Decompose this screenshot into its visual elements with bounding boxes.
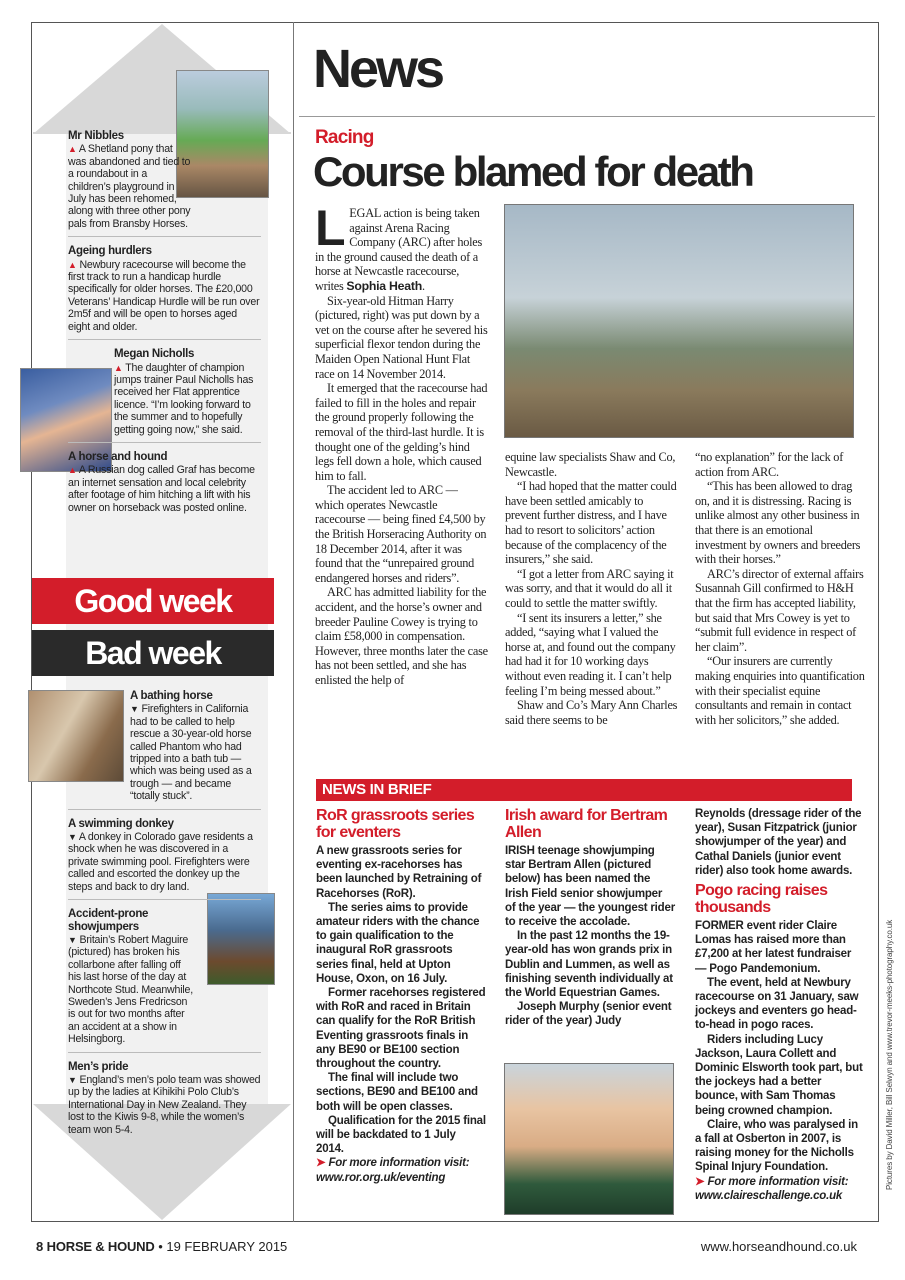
arrow-right-icon: ➤ xyxy=(695,1175,705,1188)
brief-paragraph: A new grassroots series for eventing ex-racehorses has been launched by Retraining of Racehorses (RoR). xyxy=(316,845,482,900)
good-item xyxy=(68,348,261,443)
bad-item-text: Britain’s Robert Maguire (pictured) has broken his collarbone after falling off his last horse of the day at Northcote Stud. Meanwhile, Sweden’s Jens Fredricson is out for two months after an accident at a show in Helsingborg. xyxy=(68,933,193,1046)
article-headline: Course blamed for death xyxy=(313,148,753,195)
bad-item xyxy=(68,1061,261,1142)
column-divider xyxy=(293,22,294,1222)
bad-item xyxy=(68,908,261,1052)
drop-cap: L xyxy=(315,200,346,256)
article-paragraph: ARC’s director of external affairs Susannah Gill confirmed to H&H that the firm has accepted liability, but said that Mrs Cowey is yet to “submit full evidence in respect of her claim”. xyxy=(695,566,864,654)
brief-paragraph: The final will include two sections, BE90 and BE100 and both will be open classes. xyxy=(316,1072,478,1113)
down-triangle-icon: ▼ xyxy=(68,934,77,945)
more-info-link[interactable]: ➤ For more information visit: www.ror.org.uk/eventing xyxy=(316,1157,470,1184)
bad-item-title: Accident-prone showjumpers xyxy=(68,908,149,933)
photo-credit: Pictures by David Miller, Bill Selwyn and www.trevor-meeks-photography.co.uk xyxy=(885,919,894,1190)
issue-date: 19 FEBRUARY 2015 xyxy=(166,1239,288,1254)
down-triangle-icon: ▼ xyxy=(68,832,77,843)
article-paragraph: “Our insurers are currently making enquiries into quantification with their specialist equine consultants and remain in contact with her solicitors,” she added. xyxy=(695,654,865,727)
brief-title: Pogo racing raises thousands xyxy=(695,882,828,917)
article-paragraph: The accident led to ARC — which operates Newcastle racecourse — being fined £4,500 by the British Horseracing Authority on 18 December 2014, after it was found that the “unrepaired ground endangered horses and riders”. xyxy=(315,483,487,585)
photo-bertram-allen xyxy=(504,1063,674,1215)
brief-paragraph: The event, held at Newbury racecourse on 31 January, saw jockeys and eventers go head-to-head in pogo races. xyxy=(695,976,859,1032)
good-item-title: Mr Nibbles xyxy=(68,130,124,142)
good-item-title: Ageing hurdlers xyxy=(68,245,152,258)
brief-paragraph: IRISH teenage showjumping star Bertram Allen (pictured below) has been named the Irish Field senior showjumper of the year — the youngest rider to receive the accolade. xyxy=(505,845,675,929)
brief-title: Irish award for Bertram Allen xyxy=(505,807,668,841)
article-paragraph: “I sent its insurers a letter,” she added, “saying what I valued the horse at, and found out the company had had it for 10 working days without even reading it. I can’t help feeling I’m being messed about.” xyxy=(505,610,676,698)
brief-paragraph: Joseph Murphy (senior event rider of the year) Judy xyxy=(505,1001,672,1028)
magazine-name: HORSE & HOUND xyxy=(46,1239,155,1254)
down-triangle-icon: ▼ xyxy=(68,1074,77,1085)
brief-paragraph: Riders including Lucy Jackson, Laura Collett and Dominic Elsworth took part, but the jockeys had a better bounce, with Sam Thomas being crowned champion. xyxy=(695,1033,863,1117)
bad-week-list xyxy=(68,690,261,1150)
page-footer-left: 8 HORSE & HOUND • 19 FEBRUARY 2015 xyxy=(36,1239,288,1254)
article-paragraph: “no explanation” for the lack of action from ARC. xyxy=(695,450,844,479)
article-paragraph: equine law specialists Shaw and Co, Newcastle. xyxy=(505,450,676,479)
bad-item-title: A bathing horse xyxy=(130,690,213,702)
bad-item xyxy=(68,818,261,900)
bad-item xyxy=(68,690,261,810)
good-item-text: A Shetland pony that was abandoned and tied to a roundabout in a children’s playground in July has been rehomed, along with three other pony pals from Bransby Horses. xyxy=(68,143,191,230)
news-in-brief-bar: NEWS IN BRIEF xyxy=(316,779,852,801)
article-paragraph: Shaw and Co’s Mary Ann Charles said there seems to be xyxy=(505,698,678,727)
article-paragraph: Six-year-old Hitman Harry (pictured, right) was put down by a vet on the course after he severed his superficial flexor tendon during the Maiden Open National Hunt Flat race on 14 November 2014. xyxy=(315,293,488,381)
article-column-3 xyxy=(695,450,865,727)
article-paragraph: ARC has admitted liability for the accident, and the horse’s owner and breeder Pauline Cowey is trying to claim £58,000 in compensation. However, three months later the case has not been settled, and she has enlisted the help of xyxy=(315,585,488,687)
good-item-text: Newbury racecourse will become the first track to run a handicap hurdle specifically for older horses. The £20,000 Veterans’ Handicap Hurdle will be run over 2m5f and will be open to horses aged eight and older. xyxy=(68,258,260,333)
brief-paragraph: Claire, who was paralysed in a fall at Osberton in 2007, is raising money for the Nicholls Spinal Injury Foundation. xyxy=(695,1118,858,1174)
brief-paragraph: FORMER event rider Claire Lomas has raised more than £7,200 at her latest fundraiser — Pogo Pandemonium. xyxy=(695,920,852,975)
good-item xyxy=(68,130,261,237)
article-paragraph: “I had hoped that the matter could have been settled amicably to prevent further distress, and I have had to resort to solicitors’ action because of the complacency of the insurers,” she said. xyxy=(505,479,677,567)
brief-paragraph: Qualification for the 2015 final will be backdated to 1 July 2014. xyxy=(316,1114,486,1156)
up-triangle-icon: ▲ xyxy=(114,362,123,373)
brief-allen xyxy=(505,807,675,1029)
brief-paragraph: Reynolds (dressage rider of the year), Susan Fitzpatrick (junior showjumper of the year) and Cathal Daniels (junior event rider) also took home awards. xyxy=(695,808,862,877)
brief-ror xyxy=(316,807,486,1185)
page-number: 8 xyxy=(36,1239,44,1254)
good-item xyxy=(68,451,261,520)
article-paragraph: “I got a letter from ARC saying it was sorry, and that it would do all it could to settle the matter swiftly. xyxy=(505,566,674,610)
photo-hitman-harry xyxy=(504,204,854,438)
bad-item-text: Firefighters in California had to be called to help rescue a 30-year-old horse called Phantom who had tripped into a bath tub — which was being used as a trough — and became “totally stuck”. xyxy=(130,703,252,803)
article-column-1 xyxy=(315,200,488,688)
good-item-text: A Russian dog called Graf has become an internet sensation and local celebrity after footage of him hitching a lift with his owner on horseback was posted online. xyxy=(68,464,255,514)
good-item-text: The daughter of champion jumps trainer Paul Nicholls has received her Flat apprentice licence. “I’m looking forward to the summer and to hopefully getting going now,” she said. xyxy=(114,361,254,436)
good-week-list xyxy=(68,130,261,528)
bad-item-text: England’s men’s polo team was showed up by the ladies at Kihikihi Polo Club’s International Day in New Zealand. They lost to the Kiwis 9-8, while the women’s team won 5-4. xyxy=(68,1073,261,1136)
brief-paragraph: Former racehorses registered with RoR and raced in Britain can qualify for the RoR British Eventing grassroots finals in any BE90 or BE100 section throughout the country. xyxy=(316,987,486,1071)
section-title: News xyxy=(313,39,443,99)
article-column-2 xyxy=(505,450,678,727)
good-item-title: A horse and hound xyxy=(68,450,168,463)
arrow-right-icon: ➤ xyxy=(316,1157,326,1170)
down-triangle-icon: ▼ xyxy=(130,704,139,715)
up-triangle-icon: ▲ xyxy=(68,144,77,155)
brief-paragraph: In the past 12 months the 19-year-old has won grands prix in Dublin and Lummen, as well as finishing seventh individually at the World Equestrian Games. xyxy=(505,930,673,1000)
good-item xyxy=(68,245,261,340)
byline: Sophia Heath xyxy=(346,278,422,293)
article-lede: LEGAL action is being taken against Arena Racing Company (ARC) after holes in the ground caused the death of a horse at Newcastle racecourse, writes Sophia Heath. xyxy=(315,200,483,293)
brief-paragraph: The series aims to provide amateur riders with the chance to gain qualification to the inaugural RoR grassroots series final, held at Upton House, Oxon, on 16 July. xyxy=(316,901,480,985)
brief-title: RoR grassroots series for eventers xyxy=(316,807,475,841)
brief-pogo xyxy=(695,807,865,1203)
bad-item-title: A swimming donkey xyxy=(68,817,174,830)
bad-week-banner: Bad week xyxy=(32,630,274,676)
up-triangle-icon: ▲ xyxy=(68,465,77,476)
good-week-banner: Good week xyxy=(32,578,274,624)
bad-item-text: A donkey in Colorado gave residents a shock when he was discovered in a private swimming pool. Firefighters were called and escorted the donkey up the steps and back to dry land. xyxy=(68,831,253,893)
site-url[interactable]: www.horseandhound.co.uk xyxy=(700,1239,857,1254)
section-rule xyxy=(299,116,875,117)
article-kicker: Racing xyxy=(315,127,374,148)
bad-item-title: Men’s pride xyxy=(68,1060,129,1073)
good-item-title: Megan Nicholls xyxy=(114,348,195,361)
article-paragraph: It emerged that the racecourse had failed to fill in the holes and repair the ground properly following the removal of the third-last hurdle. It is thought one of the gelding’s hind legs fell down a hole, which caused him to fall. xyxy=(315,381,488,483)
more-info-link[interactable]: ➤ For more information visit: www.claireschallenge.co.uk xyxy=(695,1175,849,1202)
article-paragraph: “This has been allowed to drag on, and it is distressing. Racing is unlike almost any other business in that there is an emotional investment by owners and breeders with their horses.” xyxy=(695,479,861,567)
up-triangle-icon: ▲ xyxy=(68,259,77,270)
